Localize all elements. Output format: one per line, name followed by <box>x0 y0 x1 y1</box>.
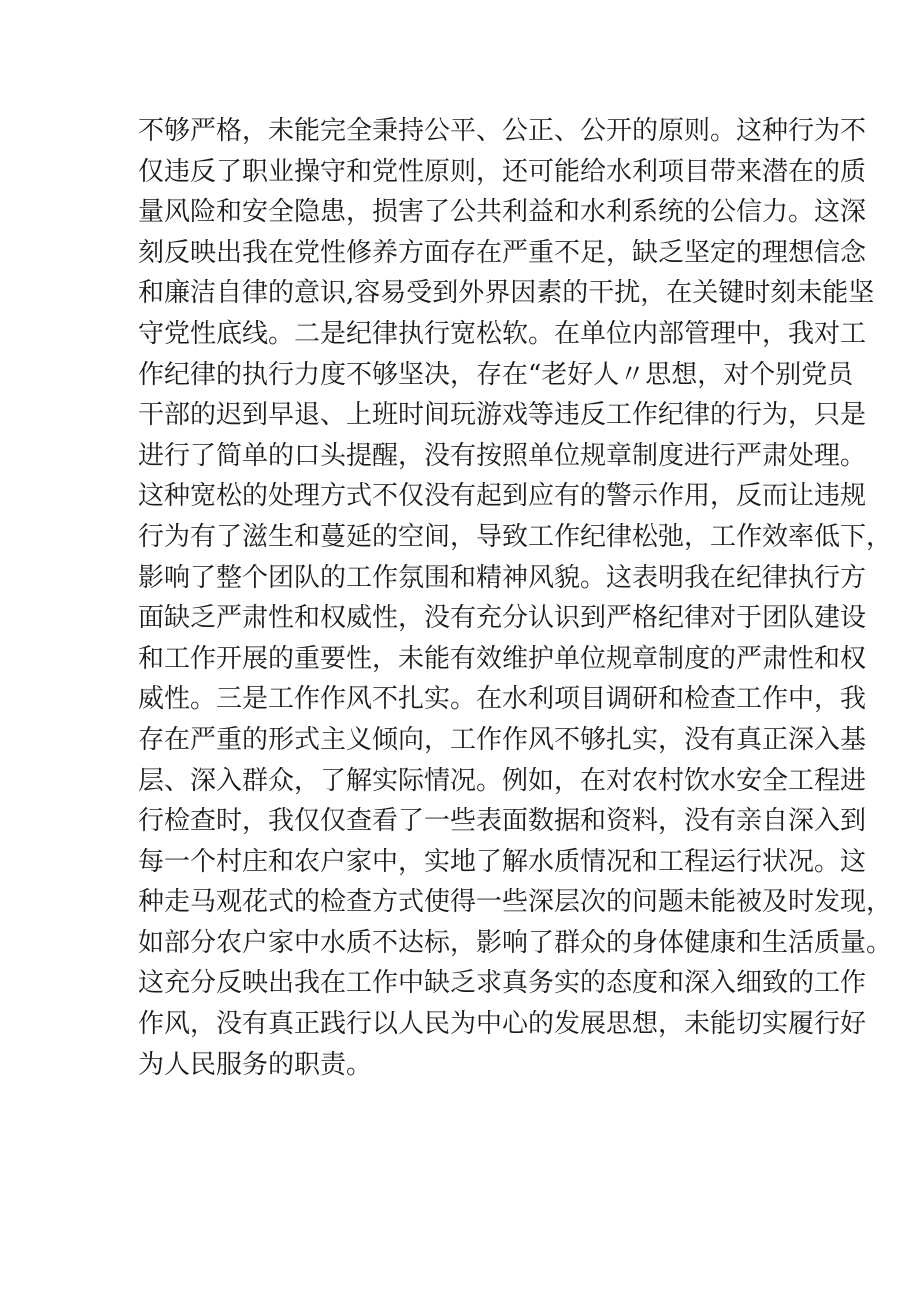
text-line: 守党性底线。二是纪律执行宽松软。在单位内部管理中，我对工 <box>138 318 867 349</box>
text-line: 行为有了滋生和蔓延的空间，导致工作纪律松弛，工作效率低下， <box>138 521 893 552</box>
text-line: 存在严重的形式主义倾向，工作作风不够扎实，没有真正深入基 <box>138 724 867 755</box>
text-line: 为人民服务的职责。 <box>138 1049 373 1080</box>
text-line: 面缺乏严肃性和权威性，没有充分认识到严格纪律对于团队建设 <box>138 603 867 634</box>
text-line: 量风险和安全隐患，损害了公共利益和水利系统的公信力。这深 <box>138 197 867 228</box>
text-line: 这充分反映出我在工作中缺乏求真务实的态度和深入细致的工作 <box>138 968 867 999</box>
text-line: 作风，没有真正践行以人民为中心的发展思想，未能切实履行好 <box>138 1009 867 1040</box>
text-line: 和工作开展的重要性，未能有效维护单位规章制度的严肃性和权 <box>138 643 867 674</box>
text-line: 作纪律的执行力度不够坚决，存在“老好人〃思想，对个别党员 <box>138 359 854 390</box>
text-line: 进行了简单的口头提醒，没有按照单位规章制度进行严肃处理。 <box>138 440 867 471</box>
text-line: 干部的迟到早退、上班时间玩游戏等违反工作纪律的行为，只是 <box>138 400 867 431</box>
text-line: 层、深入群众，了解实际情况。例如，在对农村饮水安全工程进 <box>138 765 867 796</box>
text-line: 这种宽松的处理方式不仅没有起到应有的警示作用，反而让违规 <box>138 481 867 512</box>
text-line: 如部分农户家中水质不达标，影响了群众的身体健康和生活质量。 <box>138 927 893 958</box>
text-line: 仅违反了职业操守和党性原则，还可能给水利项目带来潜在的质 <box>138 156 867 187</box>
text-line: 影响了整个团队的工作氛围和精神风貌。这表明我在纪律执行方 <box>138 562 867 593</box>
text-line: 行检查时，我仅仅查看了一些表面数据和资料，没有亲自深入到 <box>138 806 867 837</box>
text-line: 刻反映出我在党性修养方面存在严重不足，缺乏坚定的理想信念 <box>138 237 867 268</box>
text-line: 不够严格，未能完全秉持公平、公正、公开的原则。这种行为不 <box>138 116 867 146</box>
text-line: 和廉洁自律的意识,容易受到外界因素的干扰，在关键时刻未能坚 <box>138 278 875 309</box>
text-line: 种走马观花式的检查方式使得一些深层次的问题未能被及时发现， <box>138 887 893 918</box>
text-line: 每一个村庄和农户家中，实地了解水质情况和工程运行状况。这 <box>138 846 867 877</box>
body-paragraph <box>138 111 893 1085</box>
text-line: 威性。三是工作作风不扎实。在水利项目调研和检查工作中，我 <box>138 684 867 715</box>
